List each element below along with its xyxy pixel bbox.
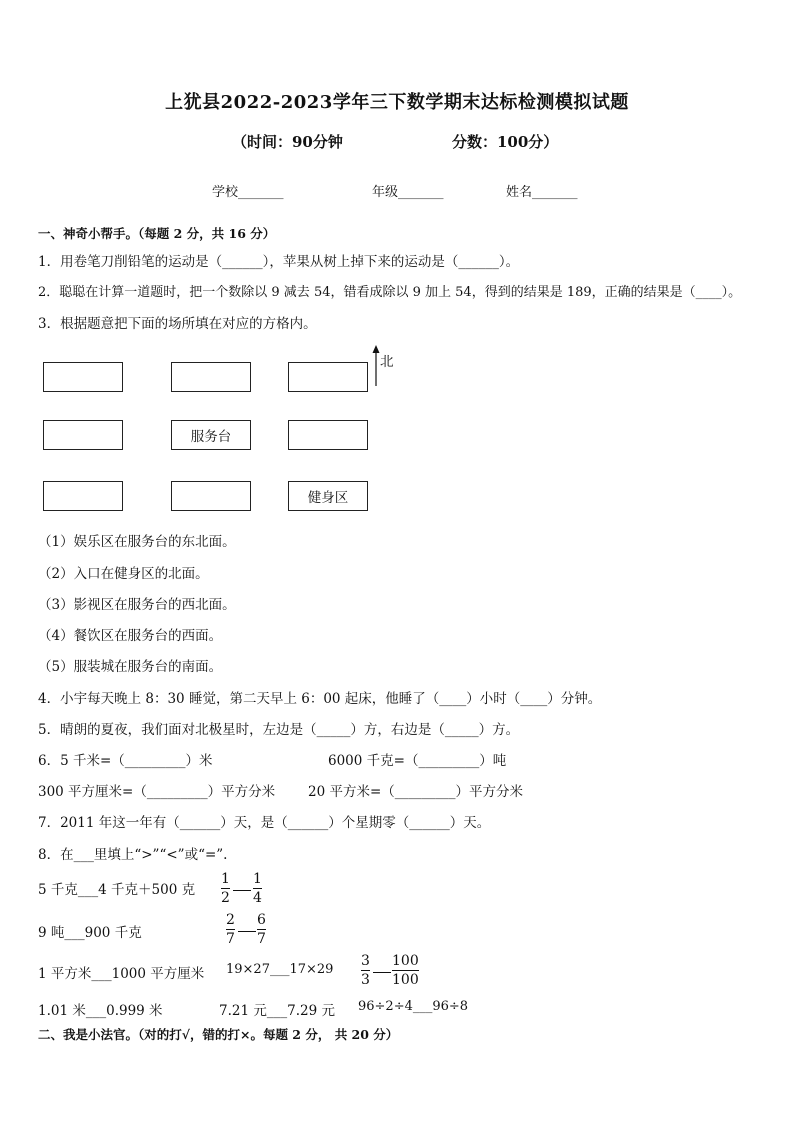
question-4: 4．小宇每天晚上 8：30 睡觉，第二天早上 6：00 起床，他睡了（____）小时（____）分钟。: [38, 691, 602, 707]
fraction: 6 7: [257, 912, 266, 947]
exam-time: （时间：90分钟: [232, 133, 343, 151]
item-5: （5）服装城在服务台的南面。: [38, 659, 223, 675]
compare-row-3b: 19×27___17×29: [226, 962, 334, 977]
question-8: 8．在___里填上“>”“<”或“=”.: [38, 847, 228, 863]
question-3: 3．根据题意把下面的场所填在对应的方格内。: [38, 316, 317, 332]
item-2: （2）入口在健身区的北面。: [38, 566, 209, 582]
compare-row-3a: 1 平方米___1000 平方厘米: [38, 966, 205, 982]
question-5: 5．晴朗的夏夜，我们面对北极星时，左边是（_____）方，右边是（_____）方。: [38, 722, 520, 738]
question-6a: 6．5 千米=（_________）米: [38, 753, 213, 769]
compare-blank: [233, 890, 251, 891]
fraction: 2 7: [226, 912, 235, 947]
grid-box-s: [171, 481, 251, 511]
section-2-heading: 二、我是小法官。（对的打√，错的打×。每题 2 分， 共 20 分）: [38, 1027, 399, 1042]
compare-row-4b: 7.21 元___7.29 元: [219, 1003, 335, 1019]
grid-box-nw: [43, 362, 123, 392]
name-field: 姓名_______: [506, 185, 578, 200]
fraction: 1 2: [221, 871, 230, 906]
question-6b: 6000 千克=（_________）吨: [328, 753, 507, 769]
item-3: （3）影视区在服务台的西北面。: [38, 597, 236, 613]
compare-row-4c: 96÷2÷4___96÷8: [358, 999, 469, 1014]
question-6c: 300 平方厘米=（_________）平方分米: [38, 784, 276, 800]
grid-box-e: [288, 420, 368, 450]
grid-box-sw: [43, 481, 123, 511]
question-6d: 20 平方米=（_________）平方分米: [308, 784, 524, 800]
grid-box-w: [43, 420, 123, 450]
question-1: 1．用卷笔刀削铅笔的运动是（______），苹果从树上掉下来的运动是（______）。: [38, 254, 520, 270]
school-field: 学校_______: [212, 185, 284, 200]
compare-blank: [373, 972, 391, 973]
compare-row-4a: 1.01 米___0.999 米: [38, 1003, 163, 1019]
item-1: （1）娱乐区在服务台的东北面。: [38, 534, 236, 550]
exam-score: 分数：100分）: [452, 133, 559, 151]
grid-box-ne: [288, 362, 368, 392]
grid-box-n: [171, 362, 251, 392]
item-4: （4）餐饮区在服务台的西面。: [38, 628, 223, 644]
question-7: 7．2011 年这一年有（______）天，是（______）个星期零（______）天。: [38, 815, 491, 831]
compare-row-1a: 5 千克___4 千克＋500 克: [38, 882, 196, 898]
grade-field: 年级_______: [372, 185, 444, 200]
fraction: 3 3: [361, 953, 370, 988]
section-1-heading: 一、神奇小帮手。（每题 2 分，共 16 分）: [38, 226, 276, 241]
north-label: 北: [380, 354, 394, 370]
fraction: 100 100: [392, 953, 419, 988]
question-2: 2．聪聪在计算一道题时，把一个数除以 9 减去 54，错看成除以 9 加上 54，得到的结果是 189，正确的结果是（____）。: [38, 285, 742, 300]
compare-row-2a: 9 吨___900 千克: [38, 925, 142, 941]
page-title: 上犹县2022-2023学年三下数学期末达标检测模拟试题: [165, 92, 629, 113]
grid-box-center: 服务台: [171, 420, 251, 450]
grid-box-se: 健身区: [288, 481, 368, 511]
compare-blank: [238, 931, 256, 932]
fraction: 1 4: [253, 871, 262, 906]
